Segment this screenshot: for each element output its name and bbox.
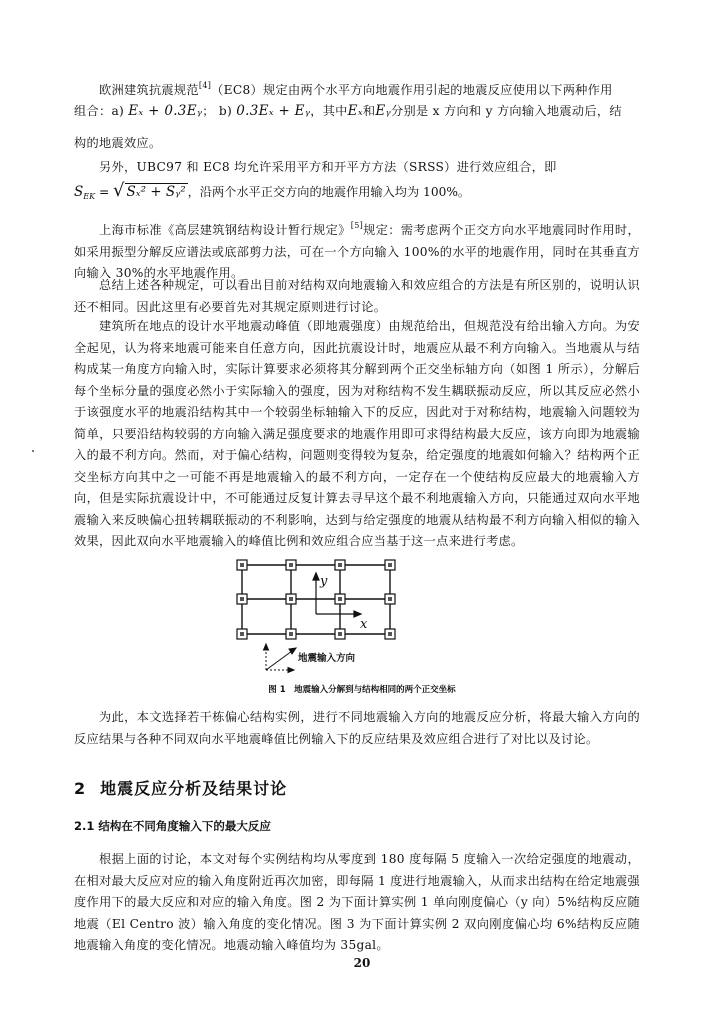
symbol-ey: Eᵧ — [375, 103, 391, 119]
formula-lhs-subscript: EK — [83, 192, 96, 201]
subsection-number: 2.1 — [74, 819, 95, 833]
axis-x-label: x — [360, 617, 368, 632]
paragraph-ec8-combinations — [74, 101, 640, 123]
paragraph-summary: 总结上述各种规定，可以看出目前对结构双向地震输入和效应组合的方法是有所区别的，说明认识还不相同。因此这里有必要首先对其规定原则进行讨论。 — [74, 278, 640, 314]
formula-lhs: S — [74, 184, 84, 200]
combo-text-1: ，其中 — [310, 104, 348, 118]
combo-and: 和 — [362, 104, 376, 118]
citation-ref-4: [4] — [198, 81, 212, 90]
symbol-ex: Eₓ — [347, 103, 363, 119]
formula-equals: = — [95, 185, 114, 199]
input-direction-label: 地震输入方向 — [298, 653, 356, 664]
section-heading — [74, 776, 287, 799]
formula-text: ，沿两个水平正交方向的地震作用输入均为 100%。 — [187, 185, 471, 199]
input-direction-arrows — [264, 644, 297, 673]
figure-1-grid — [228, 553, 408, 678]
scan-mark — [32, 450, 34, 452]
srss-formula-line — [74, 180, 470, 208]
paragraph-method: 为此，本文选择若干栋偏心结构实例，进行不同地震输入方向的地震反应分析，将最大输入方向的反应结果与各种不同双向水平地震峰值比例输入下的反应结果及效应组合进行了对比以及讨论。 — [74, 710, 640, 746]
sqrt-sign: √ — [113, 180, 125, 201]
section-number: 2 — [74, 779, 87, 798]
combo-prefix: 组合：a) — [74, 104, 125, 118]
combo-formula-a: Eₓ + 0.3Eᵧ — [128, 103, 203, 119]
paragraph-shanghai-rest: 规定：需考虑两个正交方向水平地震同时作用时，如采用振型分解反应谱法或底部剪力法，可在一个方向输入 100%的水平的地震作用，同时在其垂直方向输入 30%的水平地震作用。 — [74, 223, 640, 280]
paragraph-ec8-lead: 欧洲建筑抗震规范 — [99, 83, 199, 97]
paragraph-srss: 另外，UBC97 和 EC8 均允许采用平方和开平方方法（SRSS）进行效应组合，即 — [99, 160, 557, 174]
subsection-title: 结构在不同角度输入下的最大反应 — [98, 819, 271, 833]
combo-formula-b: 0.3Eₓ + Eᵧ — [236, 103, 311, 119]
page-number: 20 — [353, 956, 371, 970]
combo-separator: ； b) — [202, 104, 233, 118]
combo-text-2: 分别是 x 方向和 y 方向输入地震动后，结 — [390, 104, 622, 118]
citation-ref-5: [5] — [350, 221, 364, 230]
figure-1-caption: 图 1 地震输入分解到与结构相同的两个正交坐标 — [268, 685, 456, 695]
paragraph-ec8 — [74, 75, 640, 102]
axis-y-label: y — [320, 574, 328, 589]
paragraph-analysis: 根据上面的讨论，本文对每个实例结构均从零度到 180 度每隔 5 度输入一次给定强度的地震动，在相对最大反应对应的输入角度附近再次加密，即每隔 1 度进行地震输入，从而求出结构在给定地震强度作用下的最大反应和对应的输入角度。图 2 为下面计算实例 1 单向刚度偏心（y 向）5%结构反应随地震（El Centro 波）输入角度的变化情况。图 3 为下面计算实例 2 双向刚度偏心均 6%结构反应随地震输入角度的变化情况。地震动输入峰值均为 35gal。 — [74, 852, 640, 952]
subsection-heading — [74, 818, 271, 834]
paragraph-ec8-end: 构的地震效应。 — [74, 136, 162, 150]
paragraph-ec8-rest: （EC8）规定由两个水平方向地震作用引起的地震反应使用以下两种作用 — [211, 83, 613, 97]
paragraph-input-direction: 建筑所在地点的设计水平地震动峰值（即地震强度）由规范给出，但规范没有给出输入方向。为安全起见，认为将来地震可能来自任意方向，因此抗震设计时，地震应从最不利方向输入。当地震从与结构成某一角度方向输入时，实际计算要求必须将其分解到两个正交坐标轴方向（如图 1 所示），分解后每个坐标分量的强度必然小于实际输入的强度，因为对称结构不发生耦联振动反应，所以其反应必然小于该强度水平的地震沿结构其中一个较弱坐标轴输入下的反应，因此对于对称结构，地震输入问题较为简单，只要沿结构较弱的方向输入满足强度要求的地震作用即可求得结构最大反应，该方向即为地震输入的最不利方向。然而，对于偏心结构，问题则变得较为复杂，给定强度的地震如何输入？结构两个正交坐标方向其中之一可能不再是地震输入的最不利方向，一定存在一个使结构反应最大的地震输入方向，但是实际抗震设计中，不可能通过反复计算去寻早这个最不利地震输入方向，只能通过双向水平地震输入来反映偏心扭转耦联振动的不利影响，达到与给定强度的地震从结构最不利方向输入相似的输入效果，因此双向水平地震输入的峰值比例和效应组合应当基于这一点来进行考虑。 — [74, 319, 640, 548]
paragraph-shanghai-lead: 上海市标准《高层建筑钢结构设计暂行规定》 — [99, 223, 351, 237]
formula-radicand: Sₓ² + Sᵧ² — [126, 184, 186, 200]
section-title: 地震反应分析及结果讨论 — [100, 779, 288, 798]
